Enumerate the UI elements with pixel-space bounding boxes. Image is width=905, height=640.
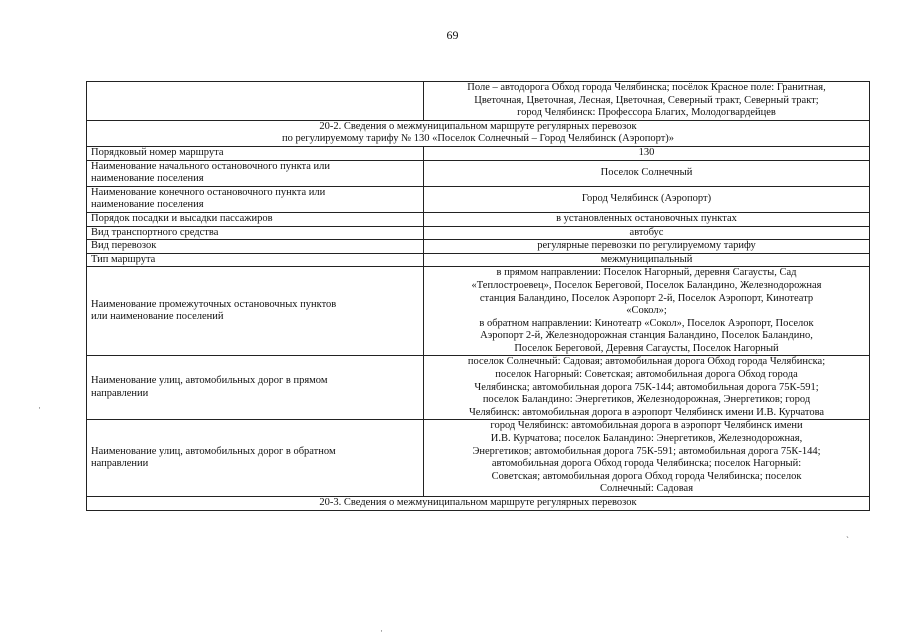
- value-line: в прямом направлении: Поселок Нагорный, деревня Сагаусты, Сад: [496, 267, 797, 279]
- label-line: направлении: [91, 387, 149, 399]
- page-number: 69: [446, 28, 459, 42]
- label-line: Тип маршрута: [91, 253, 156, 265]
- label-line: Порядковый номер маршрута: [91, 146, 224, 158]
- row-label-cell: [87, 160, 424, 186]
- value-line: в установленных остановочных пунктах: [556, 212, 737, 224]
- value-line: регулярные перевозки по регулируемому тарифу: [537, 240, 756, 252]
- value-line: Советская; автомобильная дорога Обход города Челябинска; поселок: [491, 470, 802, 482]
- heading-line: 20-2. Сведения о межмуниципальном маршруте регулярных перевозок: [319, 120, 637, 132]
- value-line: Энергетиков; автомобильная дорога 75К-591; автомобильная дорога 75К-144;: [472, 445, 821, 457]
- table-row: [87, 146, 870, 160]
- scan-speck: ·: [38, 403, 41, 413]
- table-row: [87, 160, 870, 186]
- row-value-cell: [424, 160, 870, 186]
- value-line: Город Челябинск (Аэропорт): [581, 193, 712, 205]
- label-line: Вид транспортного средства: [91, 226, 219, 238]
- row-value-cell: [424, 146, 870, 160]
- table-row: [87, 253, 870, 267]
- label-line: наименование поселения: [91, 199, 204, 211]
- row-value-cell: [424, 253, 870, 267]
- row-label-cell: [87, 212, 424, 226]
- row-value-cell: [424, 82, 870, 121]
- row-label-cell: [87, 82, 424, 121]
- heading-line: 20-3. Сведения о межмуниципальном маршруте регулярных перевозок: [319, 497, 637, 508]
- label-line: наименование поселения: [91, 173, 204, 185]
- row-value-cell: [424, 267, 870, 356]
- value-line: Челябинска; автомобильная дорога 75К-144; автомобильная дорога 75К-591;: [474, 381, 819, 393]
- row-label-cell: [87, 146, 424, 160]
- table-row: [87, 82, 870, 121]
- row-value-cell: [424, 226, 870, 240]
- label-line: или наименование поселений: [91, 311, 224, 323]
- label-line: Наименование промежуточных остановочных пунктов: [91, 298, 337, 310]
- value-line: Аэропорт 2-й, Железнодорожная станция Баландино, Поселок Баландино,: [480, 330, 813, 342]
- table-row: [87, 240, 870, 254]
- section-heading-row: [87, 497, 870, 511]
- scan-speck: ·: [380, 626, 383, 636]
- value-line: станция Баландино, Поселок Аэропорт 2-й, Поселок Аэропорт, Кинотеатр: [479, 292, 814, 304]
- table-row: [87, 226, 870, 240]
- row-label-cell: [87, 226, 424, 240]
- table-row: [87, 356, 870, 420]
- value-line: автомобильная дорога Обход города Челябинска; поселок Нагорный:: [491, 458, 802, 470]
- row-value-cell: [424, 240, 870, 254]
- section-heading: [87, 497, 870, 511]
- value-line: 130: [638, 146, 655, 158]
- row-label-cell: [87, 267, 424, 356]
- value-line: поселок Солнечный: Садовая; автомобильная дорога Обход города Челябинска;: [467, 356, 826, 368]
- value-line: Поселок Береговой, Деревня Сагаусты, Поселок Нагорный: [514, 342, 779, 354]
- value-line: Поле – автодорога Обход города Челябинска; посёлок Красное поле: Гранитная,: [467, 82, 826, 93]
- row-value-cell: [424, 356, 870, 420]
- row-label-cell: [87, 240, 424, 254]
- row-value-cell: [424, 420, 870, 497]
- label-line: Порядок посадки и высадки пассажиров: [91, 212, 273, 224]
- table-row: [87, 212, 870, 226]
- value-line: автобус: [629, 226, 664, 238]
- label-line: направлении: [91, 458, 149, 470]
- row-label-cell: [87, 253, 424, 267]
- row-label-cell: [87, 186, 424, 212]
- row-value-cell: [424, 186, 870, 212]
- value-line: И.В. Курчатова; поселок Баландино: Энергетиков, Железнодорожная,: [490, 433, 803, 445]
- value-line: поселок Нагорный: Советская; автомобильная дорога Обход города: [495, 369, 798, 381]
- value-line: межмуниципальный: [600, 253, 693, 265]
- table-row: [87, 267, 870, 356]
- table-row: [87, 186, 870, 212]
- route-info-table: [86, 81, 870, 511]
- row-label-cell: [87, 420, 424, 497]
- value-line: поселок Баландино: Энергетиков, Железнодорожная, Энергетиков; город: [482, 394, 811, 406]
- value-line: город Челябинск: Профессора Благих, Молодогвардейцев: [517, 107, 776, 119]
- row-label-cell: [87, 356, 424, 420]
- value-line: город Челябинск: автомобильная дорога в аэропорт Челябинск имени: [490, 420, 803, 432]
- scan-speck: ˎ: [846, 528, 849, 538]
- value-line: Поселок Солнечный: [600, 166, 693, 178]
- section-heading: [87, 120, 870, 146]
- row-value-cell: [424, 212, 870, 226]
- label-line: Наименование улиц, автомобильных дорог в прямом: [91, 375, 328, 387]
- value-line: «Теплостроевец», Поселок Береговой, Поселок Баландино, Железнодорожная: [471, 279, 822, 291]
- table-row: [87, 420, 870, 497]
- label-line: Наименование улиц, автомобильных дорог в обратном: [91, 445, 336, 457]
- label-line: Вид перевозок: [91, 240, 157, 252]
- heading-line: по регулируемому тарифу № 130 «Поселок Солнечный – Город Челябинск (Аэропорт)»: [281, 133, 675, 145]
- value-line: «Сокол»;: [626, 305, 667, 317]
- label-line: Наименование конечного остановочного пункта или: [91, 186, 326, 198]
- value-line: в обратном направлении: Кинотеатр «Сокол», Поселок Аэропорт, Поселок: [479, 317, 814, 329]
- value-line: Челябинск: автомобильная дорога в аэропорт Челябинск имени И.В. Курчатова: [468, 406, 825, 418]
- section-heading-row: [87, 120, 870, 146]
- value-line: Цветочная, Цветочная, Лесная, Цветочная, Северный тракт, Северный тракт;: [474, 94, 819, 106]
- value-line: Солнечный: Садовая: [599, 483, 694, 495]
- label-line: Наименование начального остановочного пункта или: [91, 160, 331, 172]
